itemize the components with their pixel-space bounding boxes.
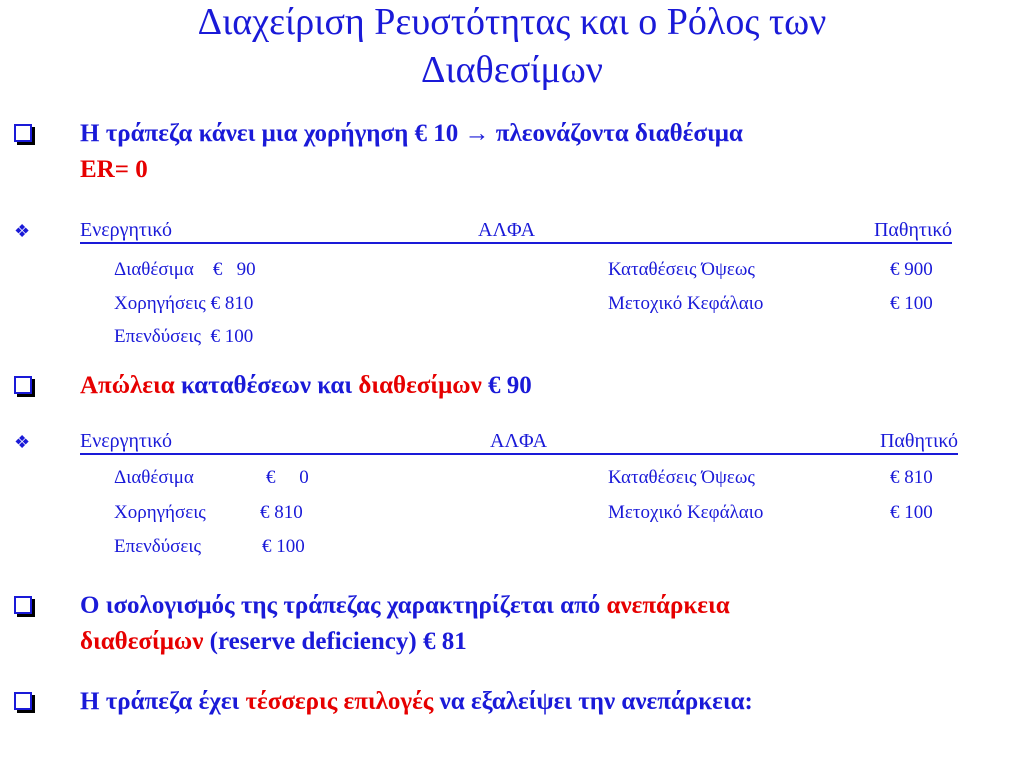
t2-liability-value-1: € 810 [890,467,933,488]
bullet-2-red-1: Απώλεια [80,372,175,399]
liabilities-label: Παθητικό [873,219,952,241]
t2-asset-value-1: € 0 [266,467,309,488]
bullet-4-text-2: να εξαλείψει την ανεπάρκεια: [433,688,753,715]
t1-asset-row-1: Διαθέσιμα € 90 [114,259,256,280]
t2-asset-name-1: Διαθέσιμα [114,467,194,488]
bullet-2-end: € 90 [481,372,532,399]
square-bullet-icon [14,596,32,614]
t1-liability-row-1: Καταθέσεις Όψεως [608,259,755,280]
slide-title [0,0,1024,94]
diamond-bullet-icon: ❖ [14,221,31,241]
bullet-3-line-1 [80,590,730,622]
t1-liability-row-2: Μετοχικό Κεφάλαιο [608,293,764,314]
t1-liability-value-2: € 100 [890,293,933,314]
bullet-2-red-2: διαθεσίμων [358,372,482,399]
bullet-3-end: € 81 [422,628,467,655]
t2-liability-row-2: Μετοχικό Κεφάλαιο [608,502,764,523]
bullet-3-line-2 [80,626,467,658]
bullet-4-red: τέσσερις επιλογές [245,688,434,715]
bullet-2-text [80,370,532,402]
balance-sheet-2-header [80,429,958,455]
bullet-4-text-1: Η τράπεζα έχει [80,688,246,715]
title-line-2: Διαθεσίμων [420,49,603,91]
balance-sheet-1-header [80,218,952,244]
title-line-1: Διαχείριση Ρευστότητας και ο Ρόλος των [197,1,827,43]
square-bullet-icon [14,124,32,142]
square-bullet-icon [14,376,32,394]
square-bullet-icon [14,692,32,710]
bullet-3-red-1: ανεπάρκεια [606,592,730,619]
bullet-4-text [80,686,753,718]
bullet-2-mid: καταθέσεων και [174,372,359,399]
t2-asset-value-3: € 100 [262,536,305,557]
liabilities-label: Παθητικό [879,430,958,452]
t2-asset-name-2: Χορηγήσεις [114,502,206,523]
bullet-1-text: Η τράπεζα κάνει μια χορήγηση € 10 → πλεονάζοντα διαθέσιμα [80,120,743,147]
bullet-3-mid: (reserve deficiency) [203,628,423,655]
assets-label: Ενεργητικό [80,219,172,241]
t2-liability-value-2: € 100 [890,502,933,523]
diamond-bullet-icon: ❖ [14,432,31,452]
t1-asset-row-2: Χορηγήσεις € 810 [114,293,254,314]
t1-liability-value-1: € 900 [890,259,933,280]
t1-asset-row-3: Επενδύσεις € 100 [114,326,254,347]
t2-asset-value-2: € 810 [260,502,303,523]
bank-name: ΑΛΦΑ [478,219,536,241]
bullet-3-red-2: διαθεσίμων [80,628,204,655]
t2-liability-row-1: Καταθέσεις Όψεως [608,467,755,488]
t2-asset-name-3: Επενδύσεις [114,536,201,557]
bank-name: ΑΛΦΑ [490,430,548,452]
assets-label: Ενεργητικό [80,430,172,452]
bullet-3-text: Ο ισολογισμός της τράπεζας χαρακτηρίζεται από [80,592,607,619]
bullet-1-er: ER= 0 [80,156,148,183]
